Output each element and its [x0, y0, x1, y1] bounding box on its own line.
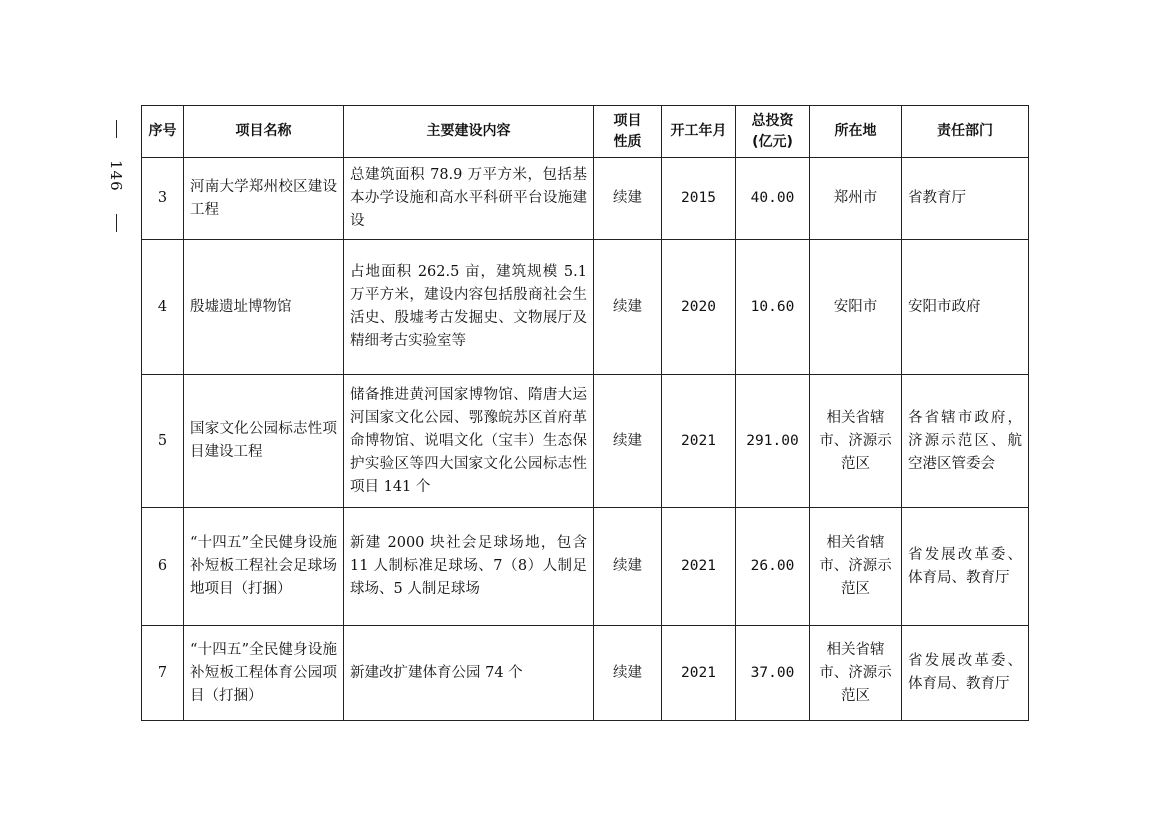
- table-row: [142, 626, 1029, 721]
- cell-nature: 续建: [594, 508, 662, 626]
- header-nature-line2: 性质: [613, 133, 642, 150]
- header-nature: [594, 106, 662, 158]
- cell-location: 相关省辖市、济源示范区: [810, 626, 902, 721]
- cell-name: 殷墟遗址博物馆: [184, 240, 344, 375]
- cell-invest: 37.00: [736, 626, 810, 721]
- cell-location: 相关省辖市、济源示范区: [810, 375, 902, 508]
- cell-index: 5: [142, 375, 184, 508]
- table-header-row: [142, 106, 1029, 158]
- cell-nature: 续建: [594, 626, 662, 721]
- header-name: 项目名称: [184, 106, 344, 158]
- cell-start: 2021: [662, 375, 736, 508]
- cell-name: “十四五”全民健身设施补短板工程社会足球场地项目（打捆）: [184, 508, 344, 626]
- header-invest-line2: (亿元): [752, 133, 793, 150]
- header-invest: [736, 106, 810, 158]
- cell-location: 相关省辖市、济源示范区: [810, 508, 902, 626]
- cell-dept: 省教育厅: [902, 158, 1029, 240]
- header-nature-line1: 项目: [613, 112, 642, 129]
- cell-start: 2015: [662, 158, 736, 240]
- cell-content: 新建改扩建体育公园 74 个: [344, 626, 594, 721]
- cell-content: 占地面积 262.5 亩，建筑规模 5.1 万平方米，建设内容包括殷商社会生活史、殷墟考古发掘史、文物展厅及精细考古实验室等: [344, 240, 594, 375]
- cell-dept: 省发展改革委、体育局、教育厅: [902, 626, 1029, 721]
- cell-index: 7: [142, 626, 184, 721]
- table-row: [142, 375, 1029, 508]
- cell-invest: 40.00: [736, 158, 810, 240]
- page-number: [104, 120, 128, 232]
- cell-index: 4: [142, 240, 184, 375]
- cell-dept: 各省辖市政府，济源示范区、航空港区管委会: [902, 375, 1029, 508]
- cell-name: 国家文化公园标志性项目建设工程: [184, 375, 344, 508]
- cell-nature: 续建: [594, 375, 662, 508]
- header-index: 序号: [142, 106, 184, 158]
- cell-invest: 10.60: [736, 240, 810, 375]
- header-invest-line1: 总投资: [751, 112, 794, 129]
- cell-dept: 省发展改革委、体育局、教育厅: [902, 508, 1029, 626]
- project-table: [141, 105, 1029, 721]
- cell-start: 2021: [662, 626, 736, 721]
- cell-index: 3: [142, 158, 184, 240]
- header-location: 所在地: [810, 106, 902, 158]
- cell-content: 新建 2000 块社会足球场地，包含 11 人制标准足球场、7（8）人制足球场、5 人制足球场: [344, 508, 594, 626]
- cell-nature: 续建: [594, 240, 662, 375]
- cell-content: 储备推进黄河国家博物馆、隋唐大运河国家文化公园、鄂豫皖苏区首府革命博物馆、说唱文化（宝丰）生态保护实验区等四大国家文化公园标志性项目 141 个: [344, 375, 594, 508]
- cell-location: 郑州市: [810, 158, 902, 240]
- cell-location: 安阳市: [810, 240, 902, 375]
- page-number-text: 146: [107, 160, 125, 192]
- header-start: 开工年月: [662, 106, 736, 158]
- cell-dept: 安阳市政府: [902, 240, 1029, 375]
- header-dept: 责任部门: [902, 106, 1029, 158]
- cell-start: 2021: [662, 508, 736, 626]
- cell-nature: 续建: [594, 158, 662, 240]
- cell-name: 河南大学郑州校区建设工程: [184, 158, 344, 240]
- page-number-dash-top: [116, 120, 117, 138]
- cell-start: 2020: [662, 240, 736, 375]
- table-row: [142, 158, 1029, 240]
- cell-index: 6: [142, 508, 184, 626]
- page-number-dash-bottom: [116, 214, 117, 232]
- table-row: [142, 240, 1029, 375]
- table-row: [142, 508, 1029, 626]
- cell-invest: 26.00: [736, 508, 810, 626]
- cell-name: “十四五”全民健身设施补短板工程体育公园项目（打捆）: [184, 626, 344, 721]
- cell-invest: 291.00: [736, 375, 810, 508]
- header-content: 主要建设内容: [344, 106, 594, 158]
- cell-content: 总建筑面积 78.9 万平方米，包括基本办学设施和高水平科研平台设施建设: [344, 158, 594, 240]
